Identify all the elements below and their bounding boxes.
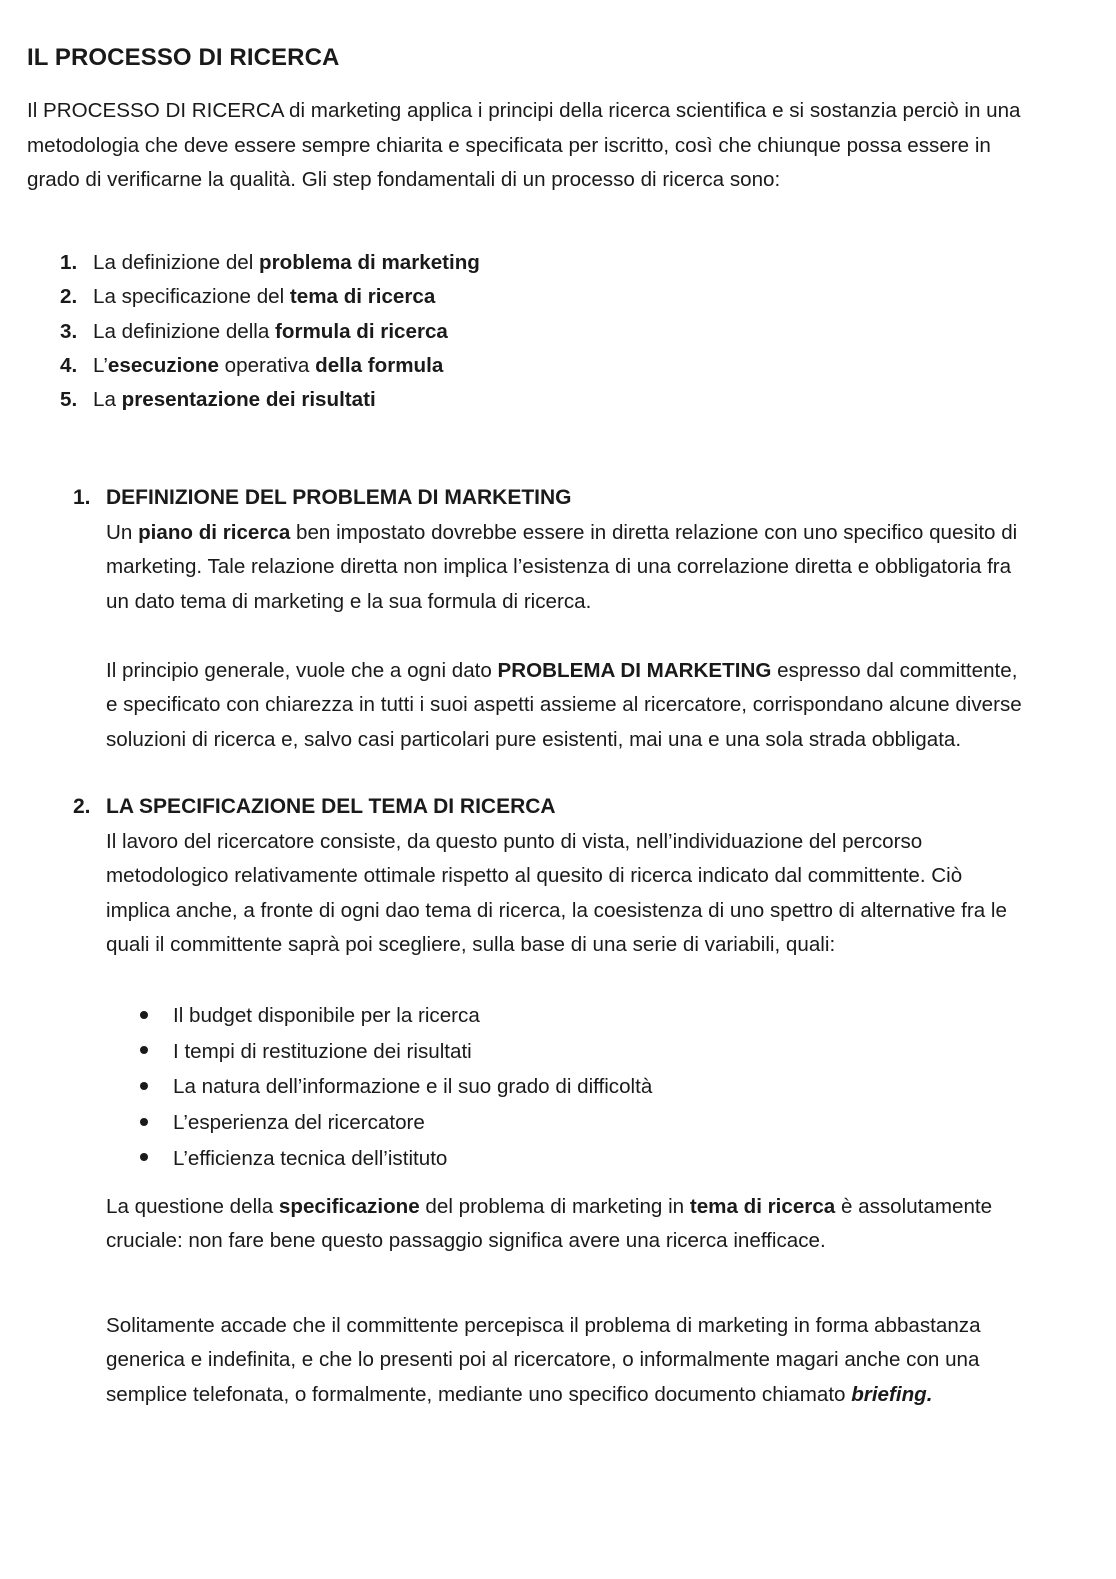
section-2-paragraph-2: La questione della specificazione del problema di marketing in tema di ricerca è assolutamente cruciale: non fare bene questo passaggio significa avere una ricerca inefficace. <box>106 1195 993 1253</box>
list-item-text: La specificazione del tema di ricerca <box>93 285 436 309</box>
list-item-text: La definizione della formula di ricerca <box>93 319 448 343</box>
variables-list <box>140 998 652 1176</box>
bullet-item: I tempi di restituzione dei risultati <box>140 1034 652 1070</box>
bullet-icon <box>140 1011 148 1019</box>
steps-list <box>60 246 480 417</box>
list-item: 3. La definizione della formula di ricerca <box>60 319 448 343</box>
list-item: 1. La definizione del problema di marketing <box>60 251 480 274</box>
bullet-item: La natura dell’informazione e il suo grado di difficoltà <box>140 1069 652 1105</box>
list-item-text: L’esecuzione operativa della formula <box>93 353 444 377</box>
list-item-text: La presentazione dei risultati <box>93 388 376 412</box>
bullet-icon <box>140 1153 148 1161</box>
bullet-item: L’esperienza del ricercatore <box>140 1105 652 1141</box>
bullet-icon <box>140 1118 148 1126</box>
intro-paragraph: Il PROCESSO DI RICERCA di marketing applica i principi della ricerca scientifica e si sostanzia perciò in una metodologia che deve essere sempre chiarita e specificata per iscritto, così che chiunque possa essere in grado di verificarne la qualità. Gli step fondamentali di un processo di ricerca sono: <box>27 99 1021 191</box>
list-item: 2. La specificazione del tema di ricerca <box>60 285 436 309</box>
list-item: 4. L’esecuzione operativa della formula <box>60 353 444 377</box>
bullet-icon <box>140 1046 148 1054</box>
list-item: 5. La presentazione dei risultati <box>60 388 376 412</box>
bullet-icon <box>140 1082 148 1090</box>
section-1-paragraph-2: Il principio generale, vuole che a ogni dato PROBLEMA DI MARKETING espresso dal committente, e specificato con chiarezza in tutti i suoi aspetti assieme al ricercatore, corrispondano alcune diverse soluzioni di ricerca e, salvo casi particolari pure esistenti, mai una e una sola strada obbligata. <box>106 659 1022 751</box>
list-item-text: La definizione del problema di marketing <box>93 251 480 274</box>
section-2-paragraph-3: Solitamente accade che il committente percepisca il problema di marketing in forma abbastanza generica e indefinita, e che lo presenti poi al ricercatore, o informalmente magari anche con una semplice telefonata, o formalmente, mediante uno specifico documento chiamato briefing. <box>106 1314 981 1406</box>
section-1-heading: 1. DEFINIZIONE DEL PROBLEMA DI MARKETING <box>73 486 572 509</box>
bullet-item: L’efficienza tecnica dell’istituto <box>140 1141 652 1177</box>
section-2-paragraph-1: Il lavoro del ricercatore consiste, da questo punto di vista, nell’individuazione del percorso metodologico relativamente ottimale rispetto al quesito di ricerca indicato dal committente. Ciò implica anche, a fronte di ogni dao tema di ricerca, la coesistenza di uno spettro di alternative fra le quali il committente saprà poi scegliere, sulla base di una serie di variabili, quali: <box>106 830 1007 957</box>
page-title: IL PROCESSO DI RICERCA <box>27 44 340 71</box>
section-1-paragraph-1: Un piano di ricerca ben impostato dovrebbe essere in diretta relazione con uno specifico quesito di marketing. Tale relazione diretta non implica l’esistenza di una correlazione diretta e obbligatoria fra un dato tema di marketing e la sua formula di ricerca. <box>106 521 1018 613</box>
section-2-heading: 2. LA SPECIFICAZIONE DEL TEMA DI RICERCA <box>73 795 556 818</box>
bullet-item: Il budget disponibile per la ricerca <box>140 998 652 1034</box>
